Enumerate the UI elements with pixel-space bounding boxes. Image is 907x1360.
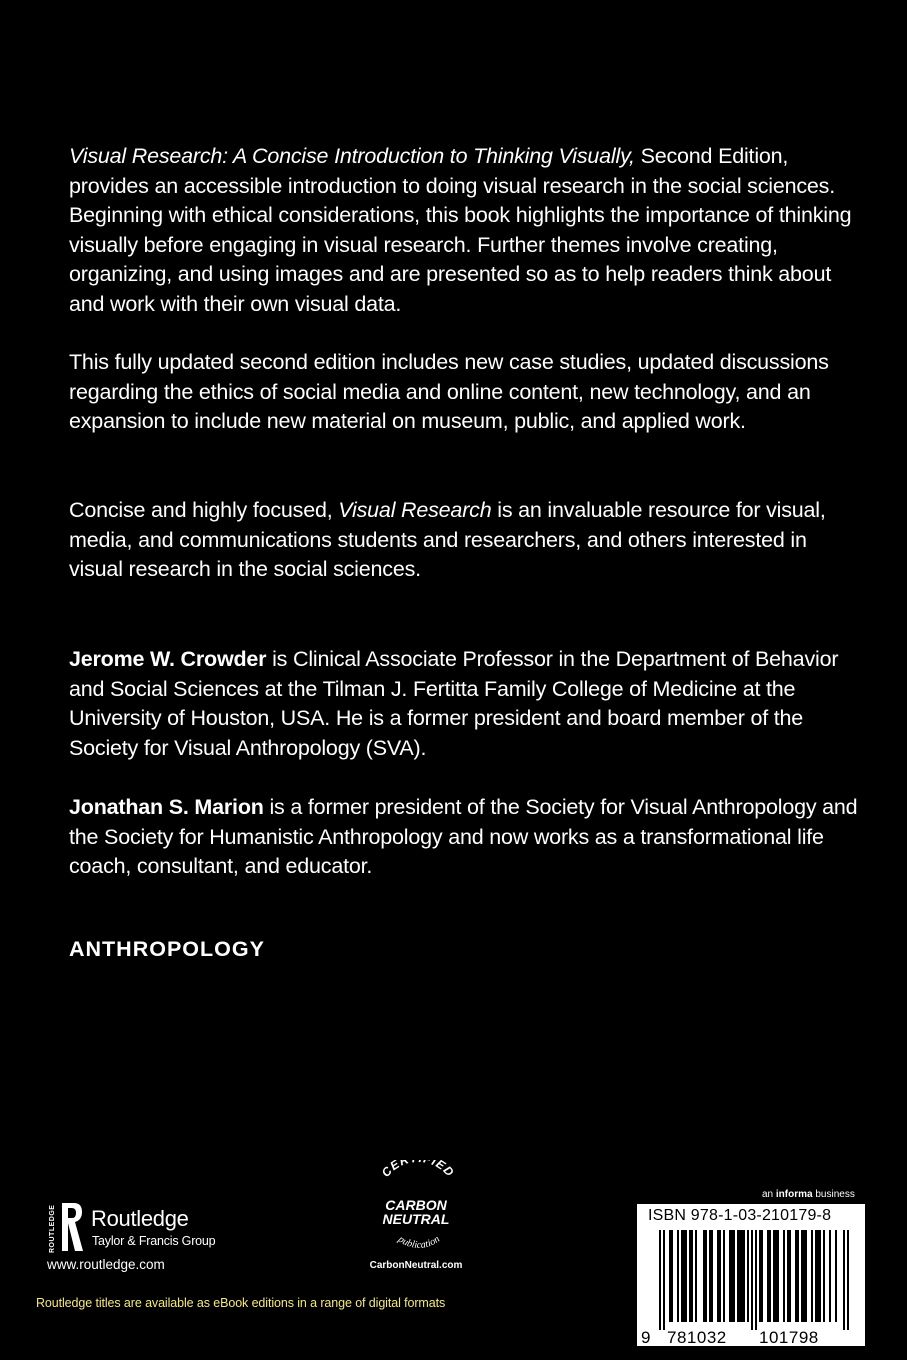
carbon-certified-text: CER IED <box>378 1160 458 1180</box>
isbn-number: ISBN 978-1-03-210179-8 <box>648 1207 832 1224</box>
publisher-url: www.routledge.com <box>47 1257 165 1272</box>
barcode-bar <box>835 1230 837 1322</box>
barcode-bar <box>767 1230 769 1322</box>
book-title: Visual Research: A Concise Introduction to Thinking Visually, <box>69 144 635 168</box>
description-paragraph-1 <box>69 142 859 319</box>
barcode-bar <box>689 1230 691 1322</box>
author-bio-2 <box>69 793 859 882</box>
informa-tagline <box>762 1189 855 1200</box>
barcode-bar <box>695 1230 697 1322</box>
barcode-bar <box>741 1230 743 1322</box>
author-bio-text-1: is Clinical Associate Professor in the Department of Behavior and Social Sciences at the Tilman J. Fertitta Family College of Medicine at the University of Houston, USA. He is a former president and board member of the Society for Visual Anthropology (SVA). <box>69 647 839 760</box>
routledge-vertical-text: ROUTLEDGE <box>49 1204 56 1253</box>
barcode-bar <box>659 1230 661 1330</box>
barcode-bar <box>733 1230 735 1322</box>
barcode-bar <box>783 1230 785 1322</box>
barcode-bar <box>691 1230 693 1322</box>
barcode-bar <box>747 1230 749 1322</box>
description-paragraph-2: This fully updated second edition includes new case studies, updated discussions regarding the ethics of social media and online content, new technology, and an expansion to include new material on museum, public, and applied work. <box>69 350 829 433</box>
carbon-neutral-text: NEUTRAL <box>382 1211 450 1227</box>
barcode-bar <box>789 1230 791 1322</box>
barcode-bar <box>683 1230 685 1322</box>
barcode-digits-right: 101798 <box>759 1328 819 1347</box>
informa-word: informa <box>775 1189 813 1200</box>
barcode-digit-first: 9 <box>641 1328 651 1347</box>
barcode-bar <box>847 1230 849 1330</box>
barcode-bar <box>737 1230 739 1322</box>
barcode-bars <box>637 1228 865 1330</box>
subject-category: ANTHROPOLOGY <box>69 937 265 961</box>
publisher-name: Routledge <box>91 1206 189 1231</box>
barcode-bar <box>717 1230 719 1322</box>
barcode-digits-left: 781032 <box>667 1328 727 1347</box>
publisher-group: Taylor & Francis Group <box>92 1234 216 1248</box>
carbon-carbon-text: CARBON <box>385 1197 447 1213</box>
barcode-bar <box>711 1230 713 1322</box>
carbon-neutral-badge <box>352 1160 492 1280</box>
barcode-bar <box>731 1230 733 1322</box>
barcode-bar <box>709 1230 711 1322</box>
carbon-neutral-logo-icon <box>352 1160 482 1260</box>
barcode-bar <box>819 1230 821 1322</box>
barcode-bar <box>795 1230 797 1322</box>
author-bio-1 <box>69 645 859 763</box>
barcode-bar <box>703 1230 705 1322</box>
routledge-logo-icon <box>47 1199 87 1255</box>
barcode-bar <box>723 1230 725 1322</box>
barcode-bar <box>801 1230 803 1322</box>
description-paragraph-3-end: is an invaluable resource for visual, media, and communications students and researchers, and others interested in visual research in the social sciences. <box>69 498 826 581</box>
author-name-1: Jerome W. Crowder <box>69 647 267 671</box>
barcode-bar <box>751 1230 753 1330</box>
barcode-bar <box>705 1230 707 1322</box>
barcode-bar <box>729 1230 731 1322</box>
barcode-bar <box>787 1230 789 1322</box>
author-name-2: Jonathan S. Marion <box>69 795 264 819</box>
barcode-bar <box>769 1230 771 1322</box>
barcode-bar <box>743 1230 745 1322</box>
barcode-bar <box>811 1230 813 1322</box>
barcode-bar <box>777 1230 779 1322</box>
barcode-bar <box>663 1230 665 1330</box>
carbon-publication-text: publication <box>396 1233 442 1251</box>
book-title-short: Visual Research <box>338 498 492 522</box>
barcode-bar <box>669 1230 671 1322</box>
barcode-bar <box>823 1230 825 1322</box>
barcode-bar <box>681 1230 683 1322</box>
informa-prefix: an <box>762 1189 776 1200</box>
barcode-bar <box>685 1230 687 1322</box>
barcode-bar <box>817 1230 819 1322</box>
ebook-note: Routledge titles are available as eBook editions in a range of digital formats <box>36 1296 446 1310</box>
description-paragraph-3-start: Concise and highly focused, <box>69 498 339 522</box>
barcode-bar <box>677 1230 679 1322</box>
carbon-url: CarbonNeutral.com <box>369 1260 463 1271</box>
description-paragraph-1-text: Second Edition, provides an accessible introduction to doing visual research in the social sciences. Beginning with ethical considerations, this book highlights the importance of thinking visually before engaging in visual research. Further themes involve creating, organizing, and using images and are presented so as to help readers think about and work with their own visual data. <box>69 144 852 316</box>
publisher-logo <box>47 1199 287 1259</box>
description-paragraph-3 <box>69 496 859 585</box>
isbn-barcode <box>637 1204 865 1346</box>
barcode-bar <box>739 1230 741 1322</box>
barcode-bar <box>829 1230 831 1322</box>
barcode-bar <box>671 1230 673 1322</box>
barcode-bar <box>761 1230 763 1322</box>
informa-suffix: business <box>812 1189 855 1200</box>
barcode-bar <box>755 1230 757 1330</box>
barcode-bar <box>759 1230 761 1322</box>
barcode-bar <box>775 1230 777 1322</box>
barcode-bar <box>843 1230 845 1330</box>
barcode-bar <box>719 1230 721 1322</box>
barcode-bar <box>773 1230 775 1322</box>
barcode-bar <box>797 1230 799 1322</box>
barcode-bar <box>805 1230 807 1322</box>
barcode-bar <box>815 1230 817 1322</box>
barcode-bar <box>803 1230 805 1322</box>
author-bio-text-2: is a former president of the Society for Visual Anthropology and the Society for Humanistic Anthropology and now works as a transformational life coach, consultant, and educator. <box>69 795 858 878</box>
